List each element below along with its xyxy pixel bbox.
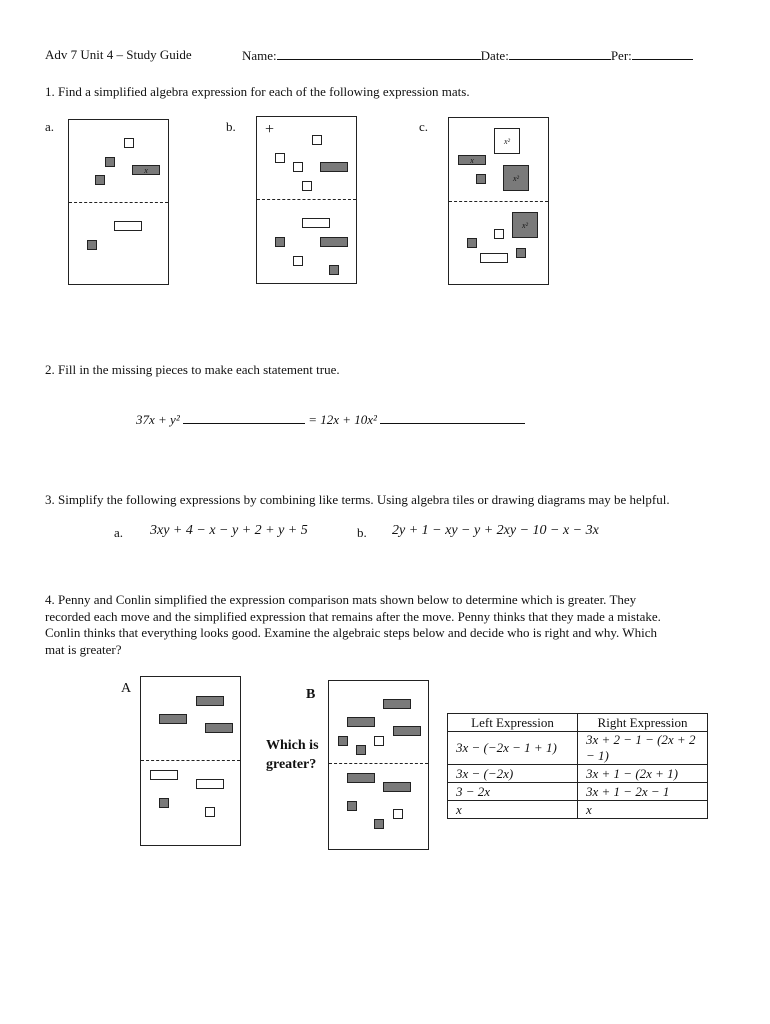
x-tile-positive xyxy=(114,221,142,231)
unit-tile-negative xyxy=(347,801,357,811)
x-tile-negative: x xyxy=(458,155,486,165)
x-squared-tile-positive: x² xyxy=(494,128,520,154)
unit-tile-positive xyxy=(312,135,322,145)
course-title: Adv 7 Unit 4 – Study Guide xyxy=(45,47,192,62)
q4-text-line-1: 4. Penny and Conlin simplified the expression comparison mats shown below to determine which is greater. They xyxy=(45,592,637,607)
left-step: 3x − (−2x) xyxy=(448,765,578,783)
unit-tile-negative xyxy=(516,248,526,258)
q2-right-expression: = 12x + 10x² xyxy=(308,412,377,427)
q1-label-a: a. xyxy=(45,119,55,134)
q3-expression-a: 3xy + 4 − x − y + 2 + y + 5 xyxy=(150,523,308,538)
x-tile-positive xyxy=(196,779,224,789)
name-label: Name: xyxy=(242,48,277,63)
table-header-row xyxy=(448,714,708,732)
unit-tile-negative xyxy=(329,265,339,275)
x-tile-positive xyxy=(302,218,330,228)
x-tile-negative xyxy=(320,237,348,247)
x-tile-positive xyxy=(150,770,178,780)
q4-text-line-4: mat is greater? xyxy=(45,642,122,657)
q2-left-expression: 37x + y² xyxy=(136,412,180,427)
unit-tile-positive xyxy=(293,162,303,172)
q3-prompt: 3. Simplify the following expressions by combining like terms. Using algebra tiles or drawing diagrams may be helpful. xyxy=(45,492,670,507)
unit-tile-positive xyxy=(205,807,215,817)
mat-a-label: A xyxy=(121,681,132,696)
plus-sign: + xyxy=(265,121,275,138)
left-step: x xyxy=(448,801,578,819)
x-squared-tile-negative: x² xyxy=(503,165,529,191)
question-line-2: greater? xyxy=(266,757,317,772)
per-blank[interactable] xyxy=(632,47,693,60)
table-row xyxy=(448,801,708,819)
unit-tile-negative xyxy=(476,174,486,184)
right-step: 3x + 1 − 2x − 1 xyxy=(578,783,708,801)
x-tile-negative xyxy=(383,782,411,792)
mat-divider xyxy=(257,199,356,200)
q3-expression-b: 2y + 1 − xy − y + 2xy − 10 − x − 3x xyxy=(392,523,599,538)
q1-prompt: 1. Find a simplified algebra expression for each of the following expression mats. xyxy=(45,84,470,99)
x-tile-negative xyxy=(196,696,224,706)
left-step: 3x − (−2x − 1 + 1) xyxy=(448,732,578,765)
name-blank[interactable] xyxy=(277,47,481,60)
unit-tile-negative xyxy=(95,175,105,185)
expression-mat-b xyxy=(256,116,357,284)
table-row xyxy=(448,783,708,801)
name-field[interactable] xyxy=(242,47,693,64)
steps-table xyxy=(447,713,708,819)
unit-tile-positive xyxy=(374,736,384,746)
q2-prompt: 2. Fill in the missing pieces to make each statement true. xyxy=(45,362,340,377)
x-tile-negative xyxy=(320,162,348,172)
mat-b-label: B xyxy=(306,687,316,702)
right-step: 3x + 1 − (2x + 1) xyxy=(578,765,708,783)
comparison-mat-a xyxy=(140,676,241,846)
x-tile-negative xyxy=(347,717,375,727)
date-blank[interactable] xyxy=(509,47,611,60)
comparison-mat-b xyxy=(328,680,429,850)
unit-tile-negative xyxy=(87,240,97,250)
mat-divider xyxy=(449,201,548,202)
q1-label-c: c. xyxy=(419,119,429,134)
unit-tile-positive xyxy=(124,138,134,148)
x-tile-negative xyxy=(393,726,421,736)
q4-text-line-2: recorded each move and the simplified expression that remains after the move. Penny thinks that they made a mistake. xyxy=(45,609,661,624)
q3-label-b: b. xyxy=(357,525,367,540)
unit-tile-negative xyxy=(338,736,348,746)
x-tile-positive xyxy=(480,253,508,263)
mat-divider xyxy=(329,763,428,764)
q2-blank-right[interactable] xyxy=(380,411,525,424)
q3-label-a: a. xyxy=(114,525,124,540)
per-label: Per: xyxy=(610,48,632,63)
mat-divider xyxy=(141,760,240,761)
unit-tile-positive xyxy=(293,256,303,266)
q4-text-line-3: Conlin thinks that everything looks good. Examine the algebraic steps below and decide who is right and why. Which xyxy=(45,625,657,640)
right-step: x xyxy=(578,801,708,819)
x-tile-negative: x xyxy=(132,165,160,175)
q1-label-b: b. xyxy=(226,119,236,134)
right-expression-header: Right Expression xyxy=(578,714,708,732)
unit-tile-negative xyxy=(356,745,366,755)
x-tile-negative xyxy=(159,714,187,724)
unit-tile-negative xyxy=(105,157,115,167)
unit-tile-negative xyxy=(275,237,285,247)
table-row xyxy=(448,765,708,783)
unit-tile-positive xyxy=(302,181,312,191)
mat-divider xyxy=(69,202,168,203)
table-row xyxy=(448,732,708,765)
x-tile-negative xyxy=(347,773,375,783)
expression-mat-c xyxy=(448,117,549,285)
q2-equation xyxy=(136,411,525,428)
unit-tile-positive xyxy=(494,229,504,239)
x-squared-tile-negative: x² xyxy=(512,212,538,238)
unit-tile-negative xyxy=(159,798,169,808)
left-step: 3 − 2x xyxy=(448,783,578,801)
unit-tile-negative xyxy=(467,238,477,248)
date-label: Date: xyxy=(480,48,509,63)
left-expression-header: Left Expression xyxy=(448,714,578,732)
right-step: 3x + 2 − 1 − (2x + 2 − 1) xyxy=(578,732,708,765)
unit-tile-positive xyxy=(275,153,285,163)
x-tile-negative xyxy=(205,723,233,733)
expression-mat-a xyxy=(68,119,169,285)
q2-blank-left[interactable] xyxy=(183,411,305,424)
question-line-1: Which is xyxy=(266,738,319,753)
unit-tile-negative xyxy=(374,819,384,829)
x-tile-negative xyxy=(383,699,411,709)
unit-tile-positive xyxy=(393,809,403,819)
